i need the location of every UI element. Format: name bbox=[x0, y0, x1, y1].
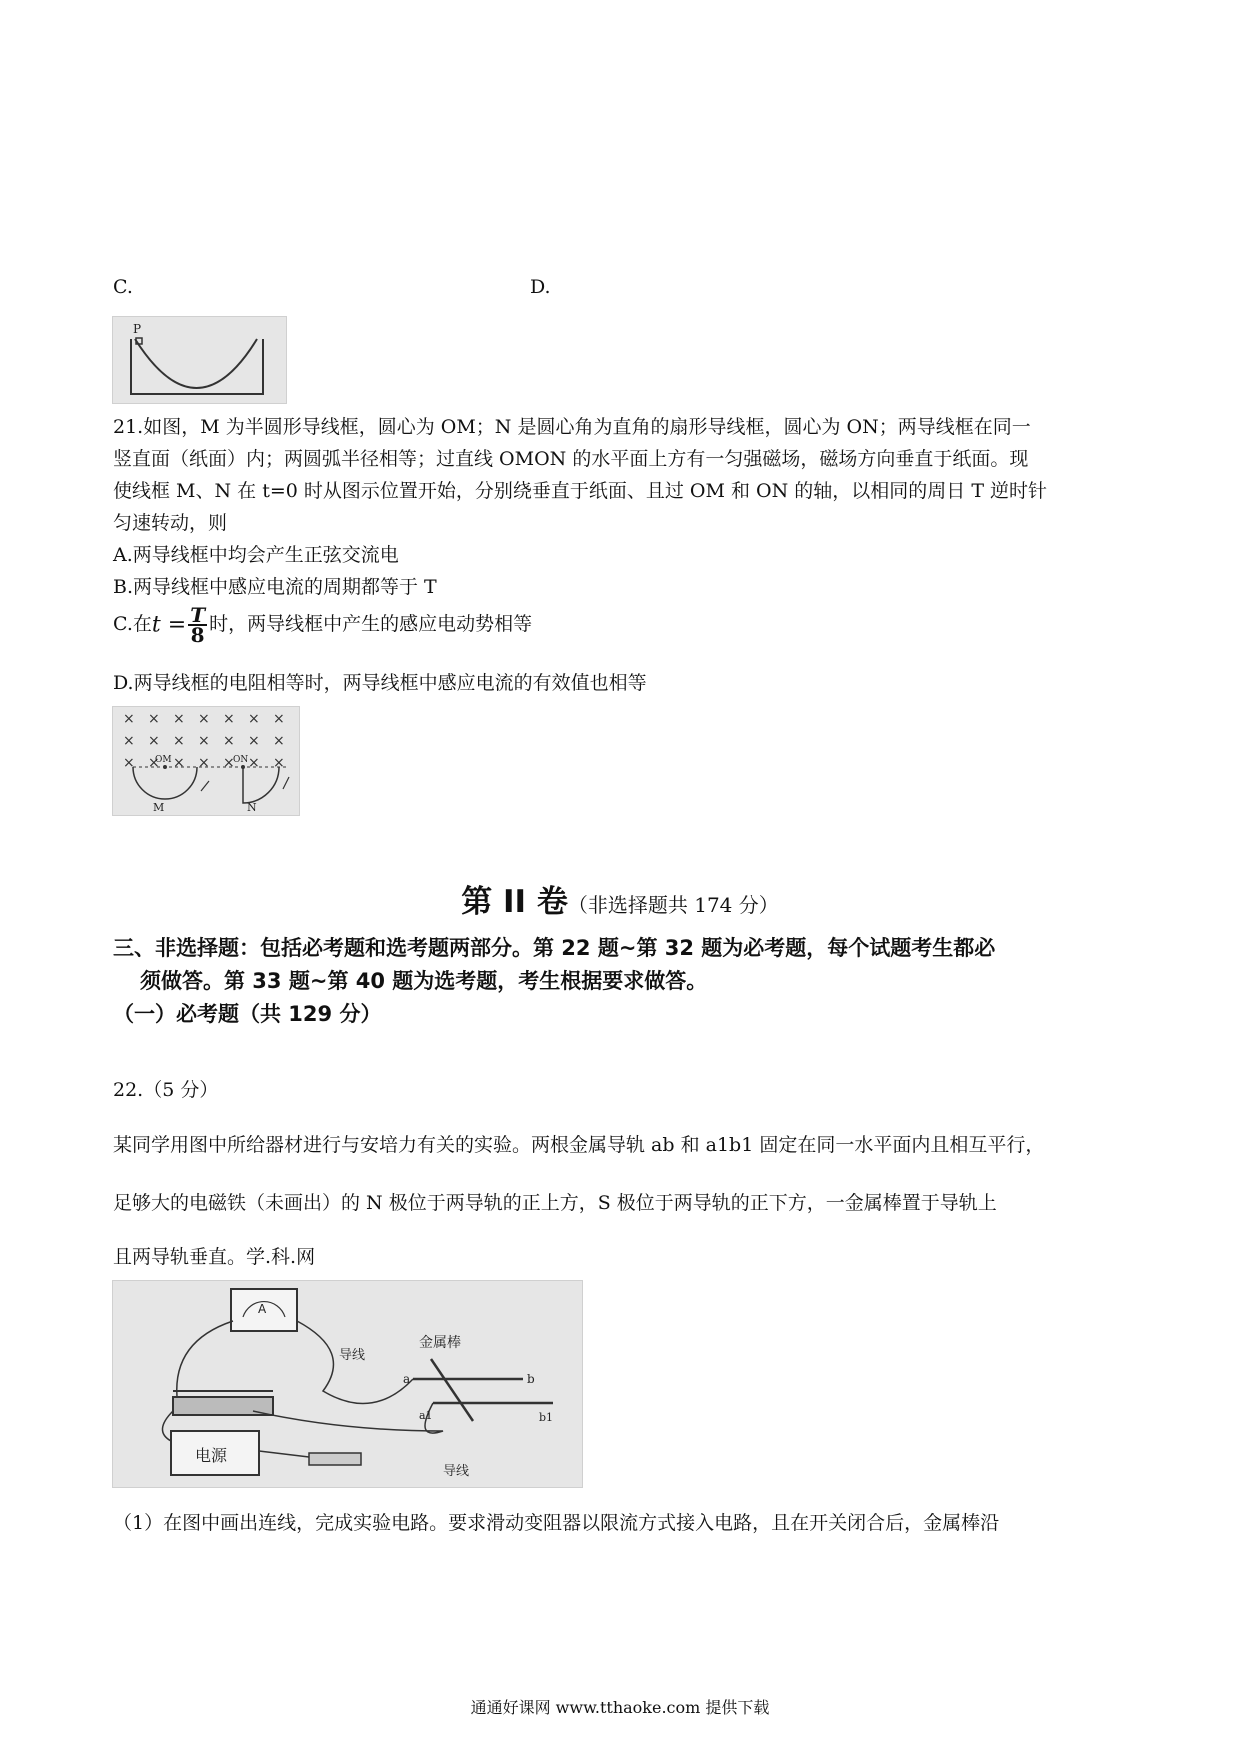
field-cross-icon: × bbox=[173, 711, 185, 727]
q21-option-c bbox=[113, 603, 533, 647]
q22-stem-line2: 足够大的电磁铁（未画出）的 N 极位于两导轨的正上方，S 极位于两导轨的正下方，一金属棒置于导轨上 bbox=[113, 1192, 997, 1214]
field-cross-icon: × bbox=[148, 733, 160, 749]
field-cross-icon: × bbox=[148, 711, 160, 727]
option-c-t: t = bbox=[151, 612, 187, 638]
power-label: 电源 bbox=[195, 1446, 228, 1465]
label-a1: a1 bbox=[419, 1409, 433, 1422]
section-2-title-small: （非选择题共 174 分） bbox=[567, 893, 779, 917]
field-cross-icon: × bbox=[173, 755, 185, 771]
option-c-prefix: C.在 bbox=[113, 613, 152, 635]
field-cross-icon: × bbox=[223, 733, 235, 749]
field-cross-icon: × bbox=[223, 755, 235, 771]
section-2-title-big: 第 II 卷 bbox=[461, 884, 568, 920]
label-om: OM bbox=[155, 755, 172, 765]
q22-part1: （1）在图中画出连线，完成实验电路。要求滑动变阻器以限流方式接入电路，且在开关闭合后，金属棒沿 bbox=[113, 1512, 1000, 1534]
label-n: N bbox=[247, 801, 257, 814]
rod-label: 金属棒 bbox=[419, 1335, 461, 1351]
label-m: M bbox=[153, 801, 165, 814]
field-cross-icon: × bbox=[223, 711, 235, 727]
field-cross-icon: × bbox=[273, 755, 285, 771]
option-d-label: D. bbox=[530, 276, 551, 298]
section-2-part1: （一）必考题（共 129 分） bbox=[113, 1002, 382, 1026]
field-cross-icon: × bbox=[198, 733, 210, 749]
q21-stem-line1: 21.如图，M 为半圆形导线框，圆心为 OM；N 是圆心角为直角的扇形导线框，圆心为 ON；两导线框在同一 bbox=[113, 416, 1031, 438]
label-b: b bbox=[527, 1372, 535, 1386]
label-a: a bbox=[403, 1372, 411, 1386]
field-cross-icon: × bbox=[198, 755, 210, 771]
figure-option-c bbox=[112, 316, 287, 404]
q22-header: 22.（5 分） bbox=[113, 1079, 219, 1101]
ammeter-label: A bbox=[258, 1302, 267, 1316]
label-b1: b1 bbox=[539, 1411, 554, 1424]
option-c-label: C. bbox=[113, 276, 133, 298]
field-cross-icon: × bbox=[273, 733, 285, 749]
field-cross-icon: × bbox=[123, 733, 135, 749]
wire-bottom-label: 导线 bbox=[443, 1464, 470, 1479]
option-c-fraction: $\frac{T}{8}$ bbox=[190, 603, 206, 647]
section-2-intro-line2: 须做答。第 33 题~第 40 题为选考题，考生根据要求做答。 bbox=[140, 969, 708, 993]
figure-q21 bbox=[112, 706, 300, 816]
field-cross-icon: × bbox=[248, 755, 260, 771]
field-cross-icon: × bbox=[173, 733, 185, 749]
q21-option-d: D.两导线框的电阻相等时，两导线框中感应电流的有效值也相等 bbox=[113, 672, 647, 694]
point-p-label: P bbox=[133, 322, 142, 336]
option-c-suffix: 时，两导线框中产生的感应电动势相等 bbox=[209, 613, 533, 635]
field-cross-icon: × bbox=[123, 711, 135, 727]
q21-stem-line2: 竖直面（纸面）内；两圆弧半径相等；过直线 OMON 的水平面上方有一匀强磁场，磁场方向垂直于纸面。现 bbox=[113, 448, 1029, 470]
q21-option-b: B.两导线框中感应电流的周期都等于 T bbox=[113, 576, 437, 598]
q21-option-a: A.两导线框中均会产生正弦交流电 bbox=[113, 544, 399, 566]
q21-stem-line3: 使线框 M、N 在 t=0 时从图示位置开始，分别绕垂直于纸面、且过 OM 和 ON 的轴，以相同的周日 T 逆时针 bbox=[113, 480, 1048, 502]
field-cross-icon: × bbox=[123, 755, 135, 771]
field-cross-icon: × bbox=[248, 711, 260, 727]
q22-stem-line3: 且两导轨垂直。学.科.网 bbox=[113, 1246, 316, 1268]
field-cross-icon: × bbox=[148, 755, 160, 771]
section-2-title bbox=[0, 876, 1240, 921]
q22-stem-line1: 某同学用图中所给器材进行与安培力有关的实验。两根金属导轨 ab 和 a1b1 固定在同一水平面内且相互平行， bbox=[113, 1134, 1045, 1156]
field-cross-icon: × bbox=[198, 711, 210, 727]
wire-top-label: 导线 bbox=[339, 1348, 366, 1363]
field-cross-icon: × bbox=[273, 711, 285, 727]
label-on: ON bbox=[233, 755, 249, 765]
figure-q22-circuit bbox=[112, 1280, 583, 1488]
q21-stem-line4: 匀速转动，则 bbox=[113, 512, 228, 534]
field-cross-icon: × bbox=[248, 733, 260, 749]
page-footer: 通通好课网 www.tthaoke.com 提供下载 bbox=[470, 1698, 770, 1717]
section-2-intro-line1: 三、非选择题：包括必考题和选考题两部分。第 22 题~第 32 题为必考题，每个试题考生都必 bbox=[113, 936, 996, 960]
